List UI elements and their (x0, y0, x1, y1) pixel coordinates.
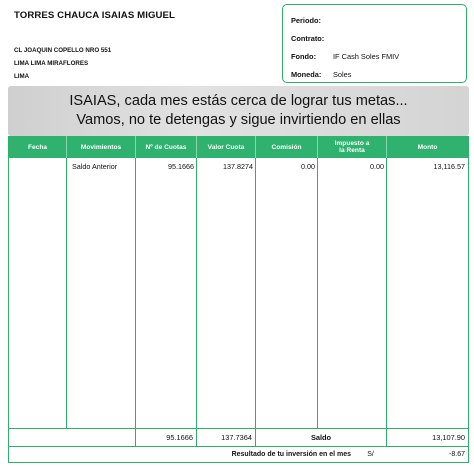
account-info-box (282, 4, 467, 83)
cell-fecha (9, 161, 67, 173)
fondo-value: IF Cash Soles FMIV (333, 51, 400, 61)
total-valor-cuota: 137.7364 (197, 429, 256, 446)
result-row (9, 446, 468, 462)
fondo-label: Fondo: (291, 51, 317, 61)
table-header (9, 136, 468, 158)
cell-cuotas: 95.1666 (168, 162, 194, 171)
moneda-row (291, 65, 466, 83)
cell-comision: 0.00 (301, 162, 315, 171)
address-line: LIMA LIMA MIRAFLORES (14, 60, 89, 67)
totals-spacer (9, 429, 136, 446)
column-divider (387, 158, 468, 428)
contrato-row (291, 29, 466, 47)
total-monto: 13,107.90 (432, 433, 465, 442)
result-spacer (9, 447, 136, 462)
cell-monto: 13,116.57 (433, 162, 465, 171)
table-row (9, 161, 468, 173)
address-line: CL JOAQUIN COPELLO NRO 551 (14, 47, 112, 54)
movements-table (8, 136, 469, 463)
account-holder-name: TORRES CHAUCA ISAIAS MIGUEL (14, 10, 176, 21)
periodo-row (291, 11, 466, 29)
cell-valor-cuota: 137.8274 (223, 162, 253, 171)
banner-line-1: ISAIAS, cada mes estás cerca de lograr tus metas... (69, 93, 408, 109)
periodo-label: Periodo: (291, 15, 321, 25)
header-monto: Monto (417, 143, 438, 151)
header-cuotas: Nº de Cuotas (136, 136, 197, 158)
result-currency: S/ (367, 451, 374, 458)
header-valor-cuota: Valor Cuota (197, 136, 256, 158)
fondo-row (291, 47, 466, 65)
column-divider (256, 158, 318, 428)
header-movimientos: Movimientos (67, 136, 136, 158)
cell-impuesto: 0.00 (370, 162, 384, 171)
header-fecha: Fecha (9, 136, 67, 158)
column-divider (136, 158, 197, 428)
header-impuesto: Impuesto a la Renta (318, 136, 387, 158)
result-value: -8.67 (449, 451, 465, 458)
moneda-label: Moneda: (291, 69, 322, 79)
header-comision: Comisión (256, 136, 318, 158)
table-columns (9, 158, 468, 428)
address-line: LIMA (14, 73, 30, 80)
saldo-label: Saldo (256, 429, 387, 446)
contrato-label: Contrato: (291, 33, 325, 43)
banner-line-2: Vamos, no te detengas y sigue invirtiendo en ellas (76, 112, 401, 128)
totals-row (9, 428, 468, 446)
column-divider (9, 158, 67, 428)
moneda-value: Soles (333, 69, 352, 79)
cell-movimiento: Saldo Anterior (72, 162, 118, 171)
result-label: Resultado de tu inversión en el mes (231, 451, 351, 458)
total-cuotas: 95.1666 (136, 429, 197, 446)
holder-address (14, 44, 111, 83)
motivational-banner (8, 86, 469, 136)
column-divider (318, 158, 387, 428)
column-divider (67, 158, 136, 428)
column-divider (197, 158, 256, 428)
